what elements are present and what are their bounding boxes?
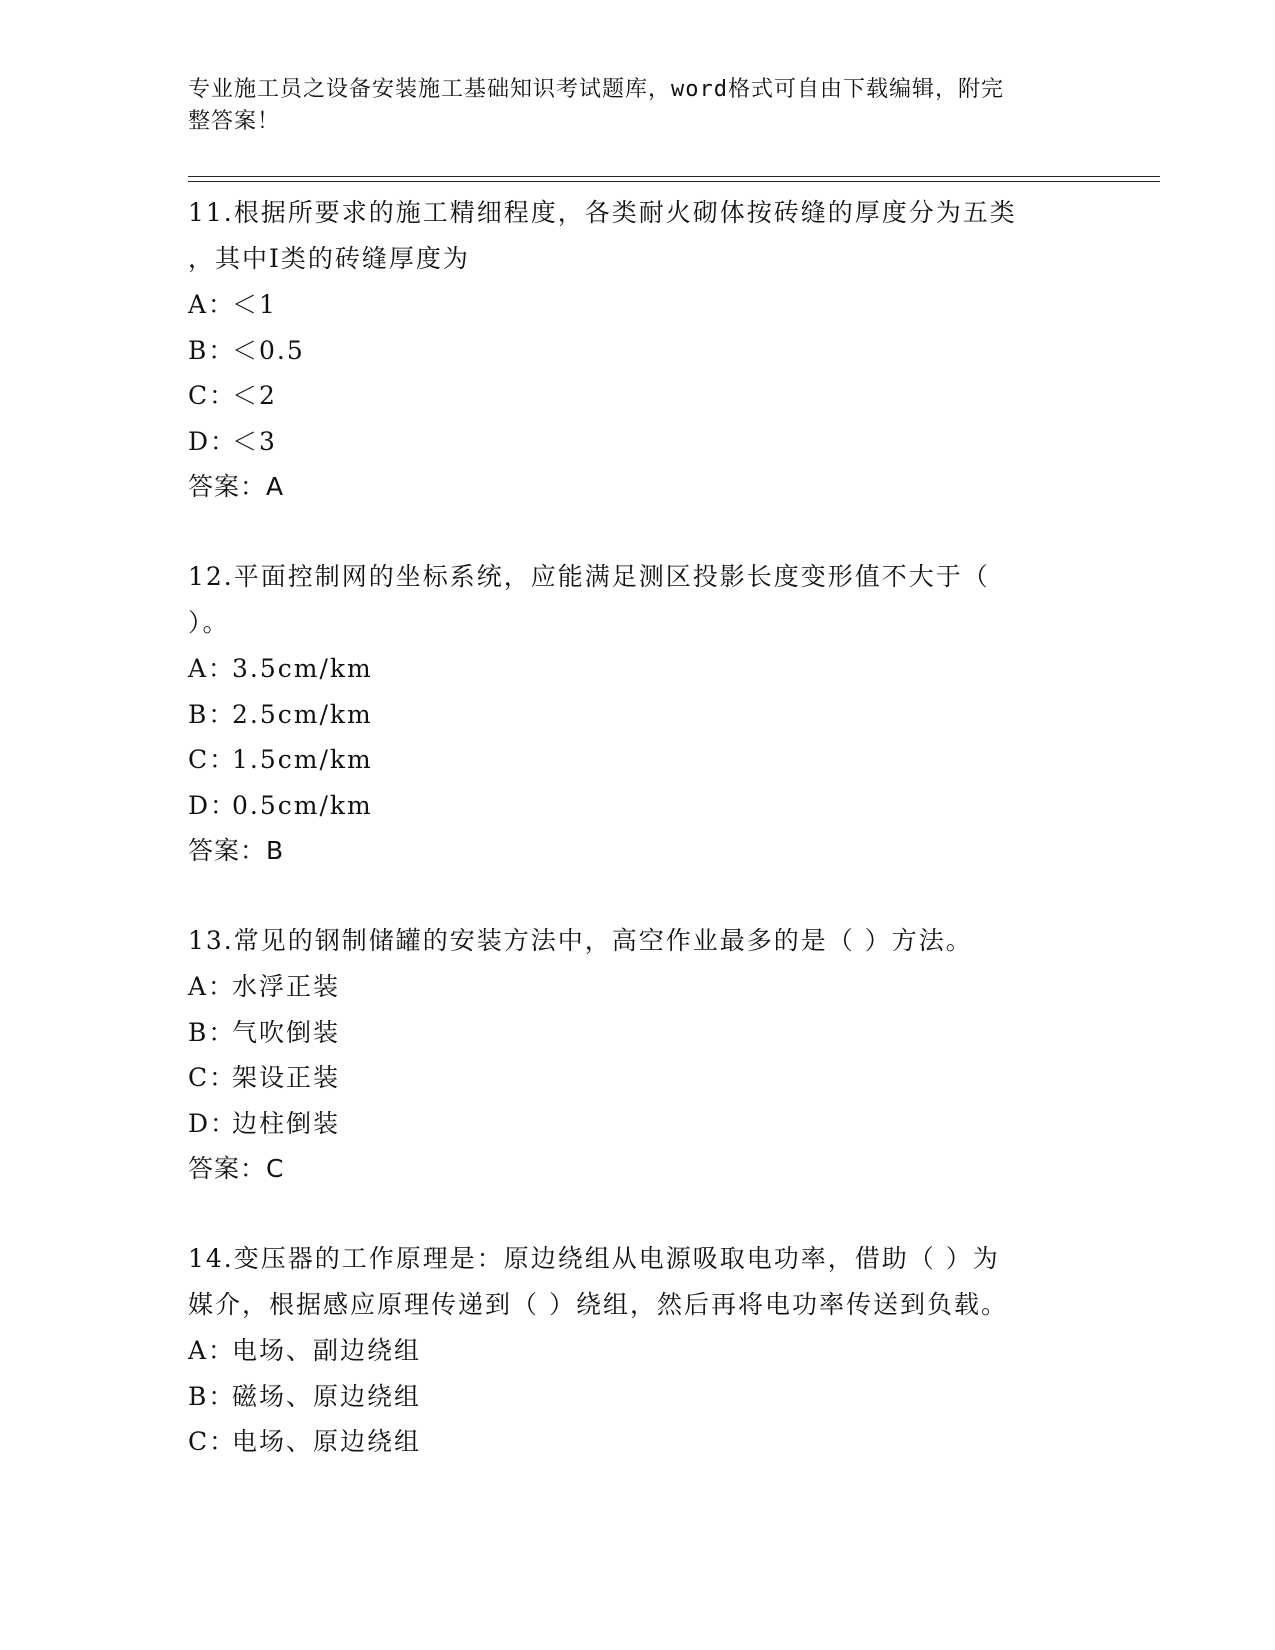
header-divider-bottom [188, 181, 1160, 182]
option-a [188, 1328, 1088, 1374]
option-c [188, 1055, 1088, 1101]
question-13 [188, 918, 1088, 1192]
option-key: C： [188, 1427, 237, 1456]
option-key: D： [188, 1108, 238, 1138]
option-text: ＜3 [232, 426, 277, 456]
option-text: 架设正装 [232, 1063, 341, 1092]
option-key: A： [188, 290, 236, 319]
question-stem-line: ，其中Ⅰ类的砖缝厚度为 [188, 244, 470, 273]
answer-line: 答案：B [188, 836, 285, 865]
header-line-1: 专业施工员之设备安装施工基础知识考试题库，word格式可自由下载编辑，附完 [188, 77, 1004, 102]
option-b [188, 692, 1088, 738]
option-text: 气吹倒装 [232, 1017, 341, 1047]
option-text: ＜1 [232, 290, 277, 319]
question-stem-line: 14.变压器的工作原理是：原边绕组从电源吸取电功率，借助（ ）为 [188, 1244, 1000, 1273]
option-key: A： [188, 1336, 236, 1365]
question-stem-line: 13.常见的钢制储罐的安装方法中，高空作业最多的是（ ）方法。 [188, 926, 973, 955]
question-stem-line: 12.平面控制网的坐标系统，应能满足测区投影长度变形值不大于（ [188, 562, 990, 591]
option-text: 磁场、原边绕组 [232, 1381, 422, 1411]
option-c [188, 1419, 1088, 1465]
answer-line: 答案：A [188, 472, 285, 501]
option-text: 电场、副边绕组 [232, 1336, 422, 1365]
question-stem-line: 媒介，根据感应原理传递到（ ）绕组，然后再将电功率传送到负载。 [188, 1290, 1008, 1319]
header-divider-top [188, 176, 1160, 177]
document-header [188, 74, 1088, 138]
option-b [188, 1374, 1088, 1420]
question-14 [188, 1236, 1088, 1465]
option-b [188, 1010, 1088, 1056]
option-text: 水浮正装 [232, 972, 341, 1001]
option-text: ＜2 [232, 381, 277, 410]
header-line-2: 整答案！ [188, 109, 281, 134]
option-key: B： [188, 335, 236, 365]
option-key: A： [188, 654, 236, 683]
option-text: 3.5cm/km [232, 654, 373, 683]
option-d [188, 783, 1088, 829]
option-text: 2.5cm/km [232, 699, 373, 729]
option-text: 电场、原边绕组 [232, 1427, 422, 1456]
option-text: 1.5cm/km [232, 745, 373, 774]
spacer [188, 1192, 1088, 1236]
option-key: A： [188, 972, 236, 1001]
question-11 [188, 190, 1088, 510]
option-key: B： [188, 699, 236, 729]
option-text: ＜0.5 [232, 335, 305, 365]
option-key: C： [188, 381, 237, 410]
option-key: B： [188, 1017, 236, 1047]
question-12 [188, 554, 1088, 874]
answer-line: 答案：C [188, 1154, 285, 1183]
spacer [188, 874, 1088, 918]
option-a [188, 646, 1088, 692]
question-list [188, 190, 1088, 1465]
option-key: D： [188, 426, 238, 456]
option-key: C： [188, 745, 237, 774]
question-stem-line: ）。 [188, 608, 230, 637]
option-a [188, 964, 1088, 1010]
option-text: 边柱倒装 [232, 1108, 341, 1138]
question-stem-line: 11.根据所要求的施工精细程度，各类耐火砌体按砖缝的厚度分为五类 [188, 198, 1017, 227]
option-b [188, 328, 1088, 374]
option-key: C： [188, 1063, 237, 1092]
option-c [188, 373, 1088, 419]
option-key: D： [188, 790, 238, 820]
option-c [188, 737, 1088, 783]
option-text: 0.5cm/km [232, 790, 373, 820]
option-d [188, 419, 1088, 465]
option-a [188, 282, 1088, 328]
option-key: B： [188, 1381, 236, 1411]
option-d [188, 1101, 1088, 1147]
spacer [188, 510, 1088, 554]
